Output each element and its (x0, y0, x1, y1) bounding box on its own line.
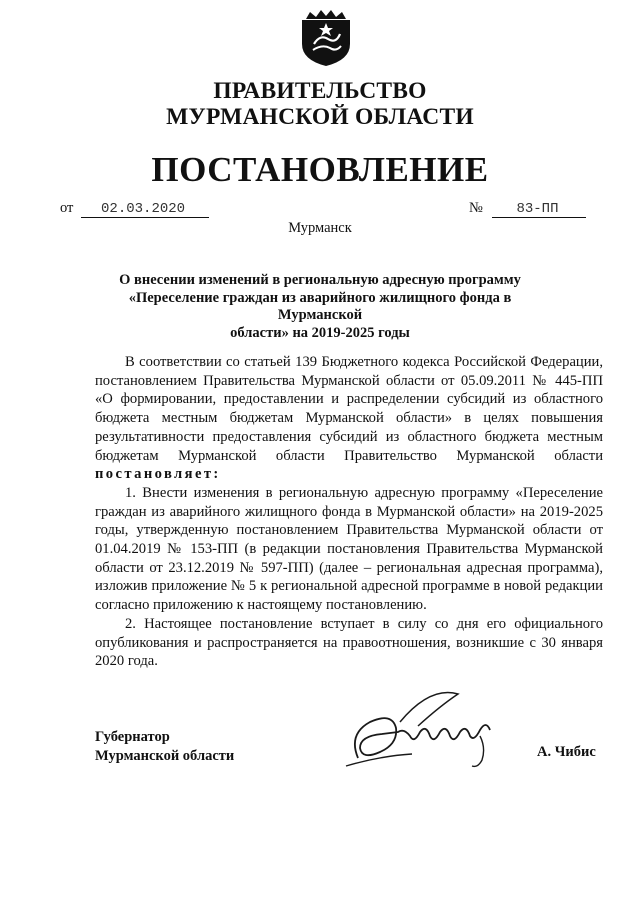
title-line-1: О внесении изменений в региональную адресную программу (119, 272, 521, 288)
date-prefix: от (60, 200, 74, 216)
regional-coat-of-arms-icon (300, 8, 352, 68)
number-prefix: № (469, 200, 483, 216)
signatory-name: А. Чибис (537, 744, 596, 760)
document-body (95, 353, 603, 671)
signatory-position (95, 728, 234, 765)
document-type: ПОСТАНОВЛЕНИЕ (151, 150, 489, 189)
number-value: 83-ПП (492, 201, 586, 218)
preamble-paragraph (95, 353, 603, 484)
preamble-text: В соответствии со статьей 139 Бюджетного кодекса Российской Федерации, постановлением Правительства Мурманской области от 05.09.2011 № 445-ПП «О формировании, предоставлении и распределении субсидий из областного бюджета местным бюджетам Мурманской области» в целях повышения результативности предоставления субсидий из областного бюджета местным бюджетам Мурманской области Правительство Мурманской области (95, 354, 603, 464)
number-field (469, 200, 586, 218)
handwritten-signature (340, 682, 520, 782)
government-name (0, 78, 640, 130)
position-line-1: Губернатор (95, 729, 170, 745)
item-1-paragraph: 1. Внести изменения в региональную адресную программу «Переселение граждан из аварийного жилищного фонда в Мурманской области» на 2019-2025 годы, утвержденную постановлением Правительства Мурманской области от 01.04.2019 № 153-ПП (в редакции постановления Правительства Мурманской области от 23.12.2019 № 597-ПП) (далее – региональная адресная программа), изложив приложение № 5 к региональной адресной программе в новой редакции согласно приложению к настоящему постановлению. (95, 484, 603, 614)
resolves-word: постановляет: (95, 466, 221, 483)
gov-line-2: МУРМАНСКОЙ ОБЛАСТИ (166, 104, 474, 130)
position-line-2: Мурманской области (95, 747, 235, 764)
gov-line-1: ПРАВИТЕЛЬСТВО (213, 78, 427, 104)
title-line-3: области» на 2019-2025 годы (230, 324, 410, 341)
date-field (60, 200, 209, 218)
city: Мурманск (288, 220, 352, 236)
document-title (92, 272, 548, 342)
date-value: 02.03.2020 (81, 201, 209, 218)
item-2-paragraph: 2. Настоящее постановление вступает в силу со дня его официального опубликования и распространяется на правоотношения, возникшие с 30 января 2020 года. (95, 615, 603, 670)
title-line-2: «Переселение граждан из аварийного жилищного фонда в Мурманской (128, 289, 512, 323)
